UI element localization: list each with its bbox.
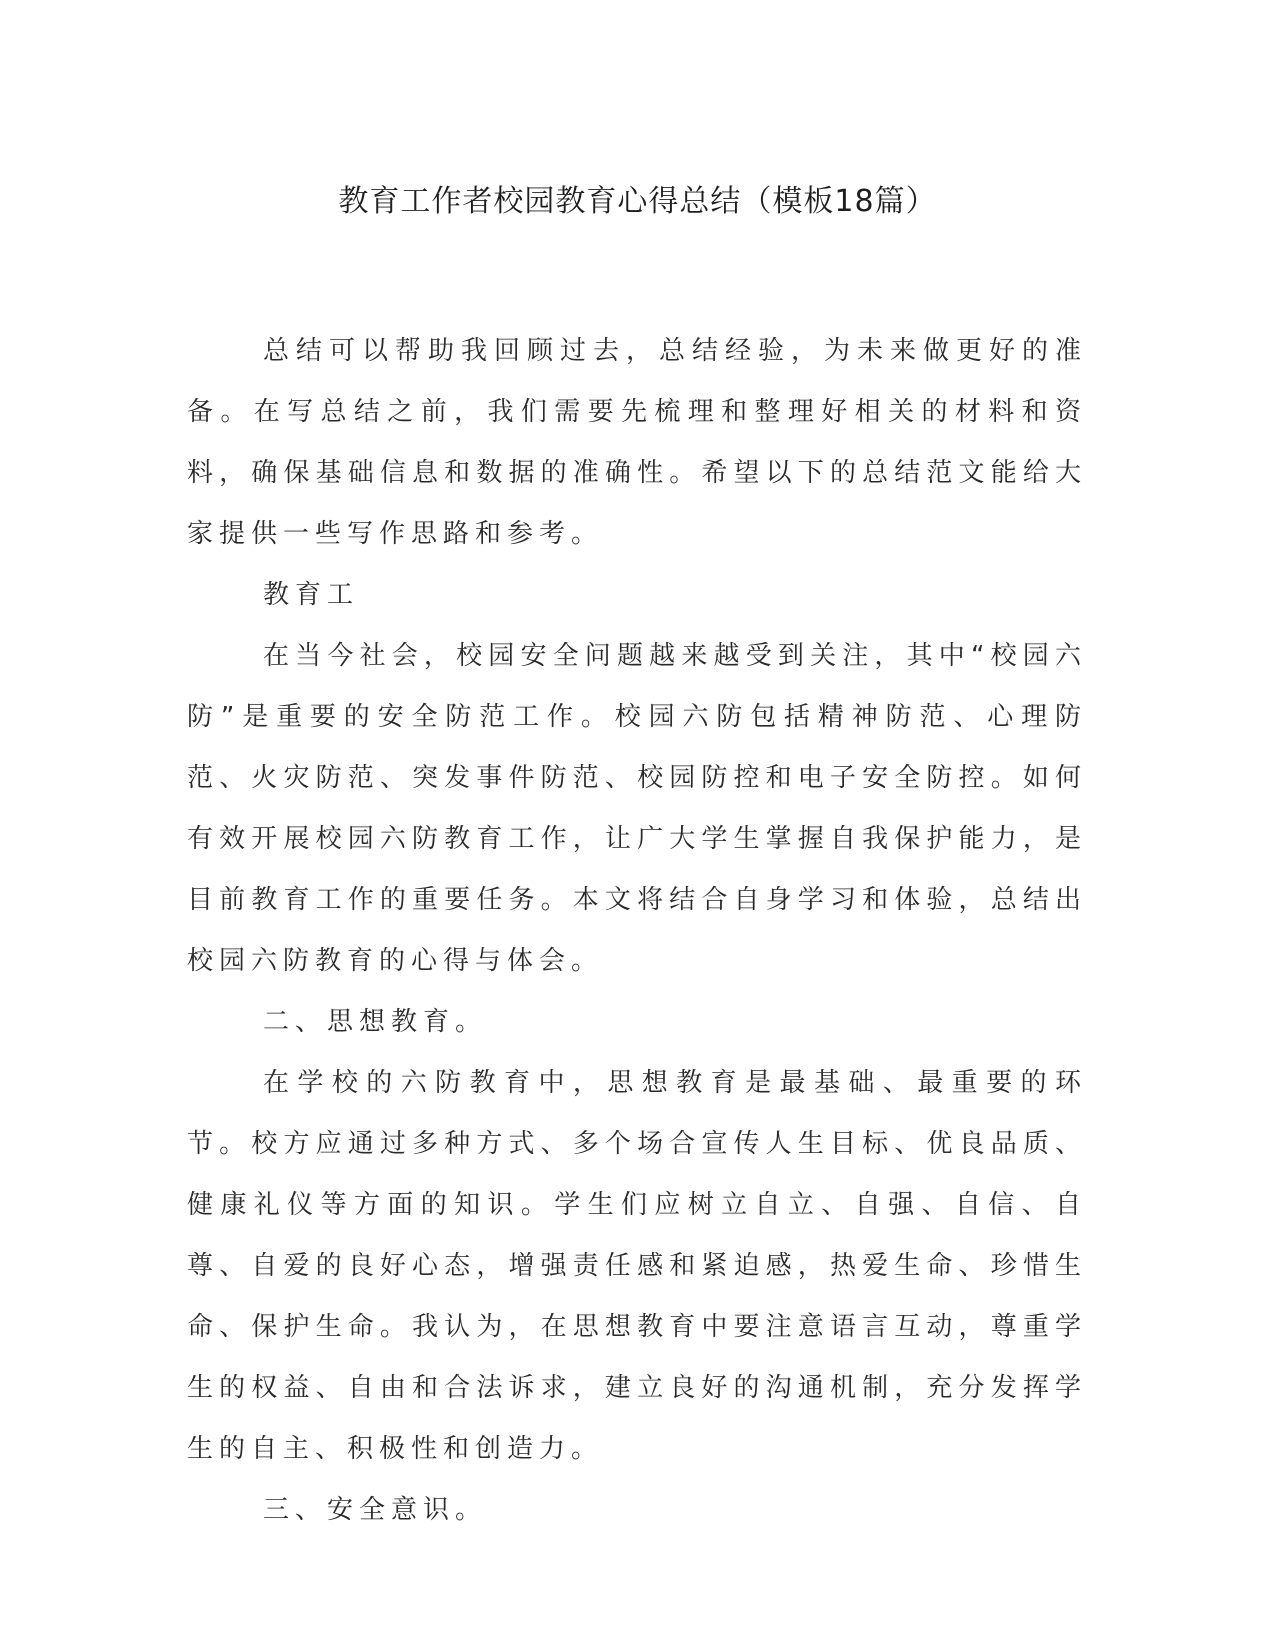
subheading-education-work: 教育工 [263,580,360,610]
paragraph-campus-six-defenses: 在当今社会，校园安全问题越来越受到关注，其中“校园六防”是重要的安全防范工作。校园六防包括精神防范、心理防范、火灾防范、突发事件防范、校园防控和电子安全防控。如何有效开展校园六防教育工作，让广大学生掌握自我保护能力，是目前教育工作的重要任务。本文将结合自身学习和体验，总结出校园六防教育的心得与体会。 [187,641,1087,976]
document-title: 教育工作者校园教育心得总结（模板18篇） [338,184,937,219]
document-body [187,321,1087,1541]
intro-paragraph: 总结可以帮助我回顾过去，总结经验，为未来做更好的准备。在写总结之前，我们需要先梳理和整理好相关的材料和资料，确保基础信息和数据的准确性。希望以下的总结范文能给大家提供一些写作思路和参考。 [187,336,1087,549]
paragraph-ideological-education: 在学校的六防教育中，思想教育是最基础、最重要的环节。校方应通过多种方式、多个场合宣传人生目标、优良品质、健康礼仪等方面的知识。学生们应树立自立、自强、自信、自尊、自爱的良好心态，增强责任感和紧迫感，热爱生命、珍惜生命、保护生命。我认为，在思想教育中要注意语言互动，尊重学生的权益、自由和合法诉求，建立良好的沟通机制，充分发挥学生的自主、积极性和创造力。 [187,1068,1087,1464]
section-heading-safety-awareness: 三、安全意识。 [263,1495,488,1525]
section-heading-ideological-education: 二、思想教育。 [263,1007,488,1037]
